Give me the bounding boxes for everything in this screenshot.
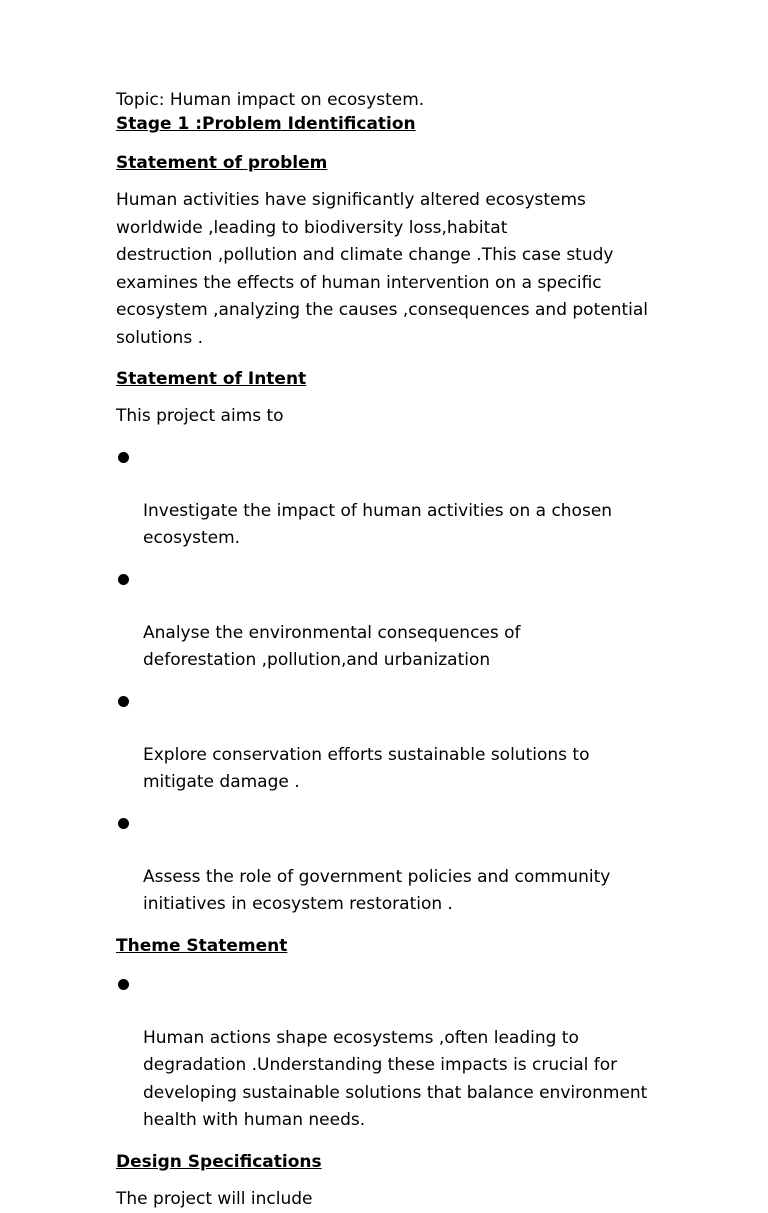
problem-heading: Statement of problem: [116, 151, 656, 175]
bullet-dot-icon: [118, 452, 129, 463]
theme-bullet-text: Human actions shape ecosystems ,often leading to degradation .Understanding these impacts is crucial for developing sustainable solutions that balance environment health with human needs.: [143, 1028, 647, 1131]
intent-bullet-text: Explore conservation efforts sustainable solutions to mitigate damage .: [143, 745, 589, 793]
document-page: [116, 88, 656, 1213]
intent-bullet-text: Investigate the impact of human activities on a chosen ecosystem.: [143, 501, 612, 549]
bullet-dot-icon: [118, 574, 129, 585]
bullet-dot-icon: [118, 979, 129, 990]
theme-bullet-item: [116, 970, 656, 1135]
intent-bullet-text: Analyse the environmental consequences of deforestation ,pollution,and urbanization: [143, 623, 521, 671]
bullet-dot-icon: [118, 696, 129, 707]
stage-heading: Stage 1 :Problem Identification: [116, 112, 656, 136]
theme-bullet-list: [116, 970, 656, 1135]
topic-line: Topic: Human impact on ecosystem.: [116, 88, 656, 112]
intent-bullet-list: [116, 443, 656, 919]
bullet-dot-icon: [118, 818, 129, 829]
intent-bullet-item: [116, 809, 656, 919]
problem-paragraph: Human activities have significantly altered ecosystems worldwide ,leading to biodiversity loss,habitat destruction ,pollution and climate change .This case study examines the effects of human intervention on a specific ecosystem ,analyzing the causes ,consequences and potential solutions .: [116, 187, 656, 352]
intent-intro: This project aims to: [116, 403, 656, 431]
design-intro: The project will include: [116, 1186, 656, 1213]
intent-bullet-item: [116, 565, 656, 675]
design-heading: Design Specifications: [116, 1150, 656, 1174]
intent-heading: Statement of Intent: [116, 367, 656, 391]
intent-bullet-item: [116, 687, 656, 797]
theme-heading: Theme Statement: [116, 934, 656, 958]
intent-bullet-item: [116, 443, 656, 553]
intent-bullet-text: Assess the role of government policies and community initiatives in ecosystem restoration .: [143, 867, 610, 915]
